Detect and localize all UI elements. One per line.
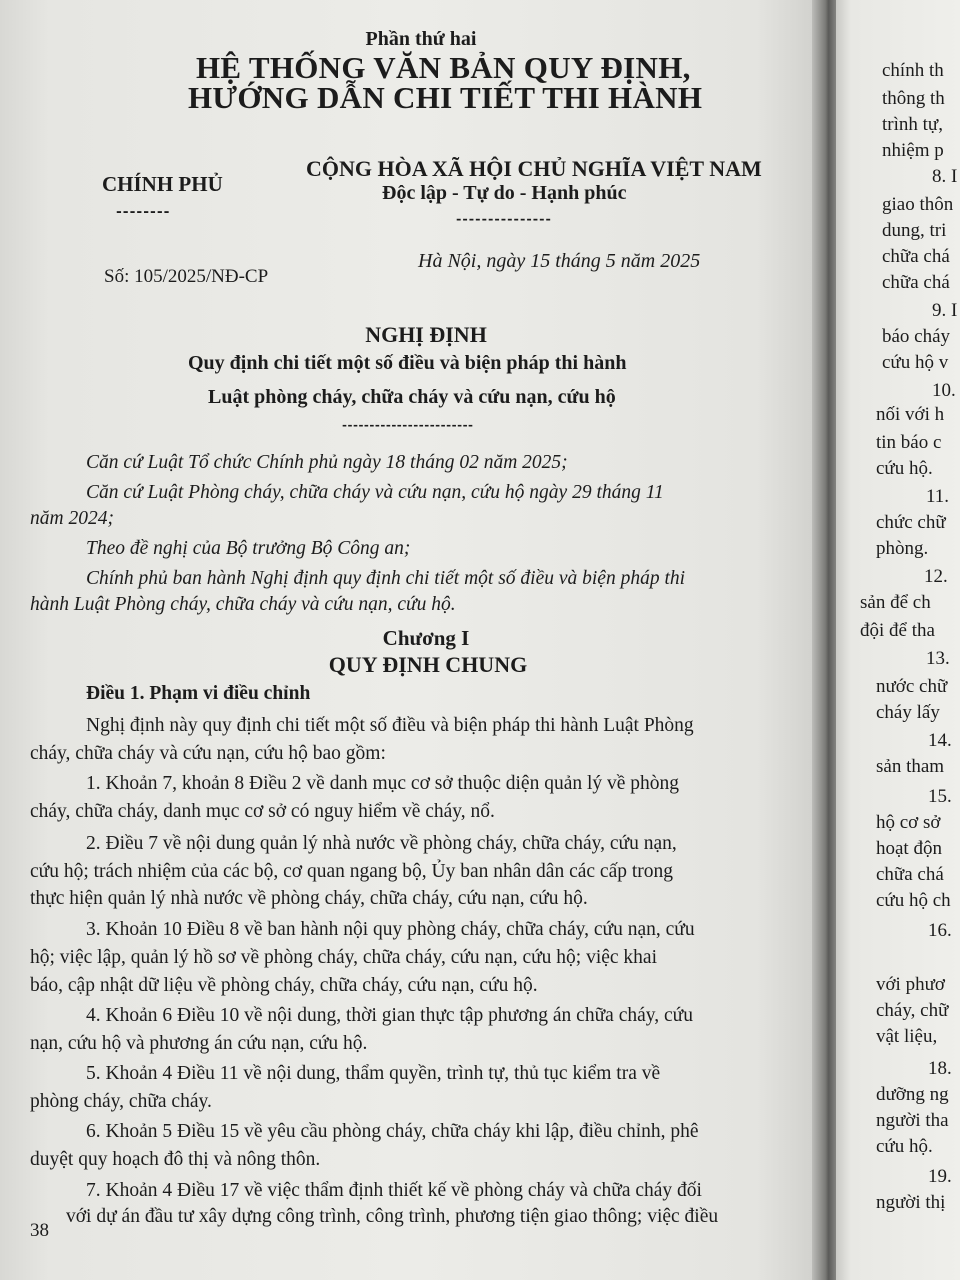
preamble-line: Căn cứ Luật Tổ chức Chính phủ ngày 18 tháng 02 năm 2025; xyxy=(86,452,568,473)
document-type: NGHỊ ĐỊNH xyxy=(365,322,487,347)
right-page-line: 14. xyxy=(928,730,952,751)
right-page-line: đội để tha xyxy=(860,620,935,641)
right-page-line: thông th xyxy=(882,88,945,109)
body-line: cháy, chữa cháy và cứu nạn, cứu hộ bao gồm: xyxy=(30,743,386,764)
right-page-line: 9. I xyxy=(932,300,958,321)
right-page-line: sản để ch xyxy=(860,592,931,613)
preamble-line: Căn cứ Luật Phòng cháy, chữa cháy và cứu nạn, cứu hộ ngày 29 tháng 11 xyxy=(86,482,664,503)
preamble-line: Chính phủ ban hành Nghị định quy định chi tiết một số điều và biện pháp thi xyxy=(86,568,686,589)
right-page-line: cứu hộ v xyxy=(882,352,949,373)
body-line: với dự án đầu tư xây dựng công trình, công trình, phương tiện giao thông; việc điều xyxy=(66,1206,719,1227)
body-line: 5. Khoản 4 Điều 11 về nội dung, thẩm quyền, trình tự, thủ tục kiểm tra về xyxy=(86,1063,661,1084)
body-line: hộ; việc lập, quản lý hồ sơ về phòng cháy, chữa cháy, cứu nạn, cứu hộ; việc khai xyxy=(30,947,658,968)
chapter-title: QUY ĐỊNH CHUNG xyxy=(328,652,528,677)
right-page-line: nhiệm p xyxy=(882,140,944,161)
article-heading: Điều 1. Phạm vi điều chỉnh xyxy=(86,683,311,704)
document-number: Số: 105/2025/NĐ-CP xyxy=(104,266,269,287)
agency-rule: -------- xyxy=(116,204,171,220)
right-page-line: dưỡng ng xyxy=(876,1084,949,1105)
right-page-line: 18. xyxy=(928,1058,952,1079)
right-page-line: 12. xyxy=(924,566,948,587)
right-page-line: chức chữ xyxy=(876,512,946,533)
body-line: Nghị định này quy định chi tiết một số điều và biện pháp thi hành Luật Phòng xyxy=(86,715,694,736)
right-page-line: cứu hộ. xyxy=(876,458,933,479)
right-page-line: 13. xyxy=(926,648,950,669)
body-line: 3. Khoản 10 Điều 8 về ban hành nội quy phòng cháy, chữa cháy, cứu nạn, cứu xyxy=(86,919,695,940)
body-line: 4. Khoản 6 Điều 10 về nội dung, thời gian thực tập phương án chữa cháy, cứu xyxy=(86,1005,693,1026)
right-page-line: sản tham xyxy=(876,756,945,777)
right-page-line: cứu hộ. xyxy=(876,1136,933,1157)
right-page-line: báo cháy xyxy=(882,326,951,347)
issuing-agency: CHÍNH PHỦ xyxy=(102,172,223,196)
body-line: cháy, chữa cháy, danh mục cơ sở có nguy hiểm về cháy, nổ. xyxy=(30,801,495,822)
right-page-line: tin báo c xyxy=(876,432,942,453)
body-line: nạn, cứu hộ và phương án cứu nạn, cứu hộ. xyxy=(30,1033,368,1054)
right-page-line: giao thôn xyxy=(882,194,954,215)
republic-heading: CỘNG HÒA XÃ HỘI CHỦ NGHĨA VIỆT NAM xyxy=(306,156,762,181)
body-line: 6. Khoản 5 Điều 15 về yêu cầu phòng cháy, chữa cháy khi lập, điều chỉnh, phê xyxy=(86,1121,699,1142)
right-page-line: chính th xyxy=(882,60,944,81)
body-line: 2. Điều 7 về nội dung quản lý nhà nước về phòng cháy, chữa cháy, cứu nạn, xyxy=(86,833,677,854)
right-page-line: người tha xyxy=(876,1110,949,1131)
part-heading: Phần thứ hai xyxy=(365,28,477,50)
right-page-line: 10. xyxy=(932,380,956,401)
right-page-line: 8. I xyxy=(932,166,958,187)
right-page-line: với phươ xyxy=(876,974,945,995)
body-line: phòng cháy, chữa cháy. xyxy=(30,1091,212,1112)
right-page-line: dung, tri xyxy=(882,220,947,241)
right-page-line: chữa chá xyxy=(882,272,950,293)
body-line: duyệt quy hoạch đô thị và nông thôn. xyxy=(30,1149,321,1170)
place-date: Hà Nội, ngày 15 tháng 5 năm 2025 xyxy=(418,250,701,272)
preamble-line: hành Luật Phòng cháy, chữa cháy và cứu nạn, cứu hộ. xyxy=(30,594,456,615)
body-line: thực hiện quản lý nhà nước về phòng cháy, chữa cháy, cứu nạn, cứu hộ. xyxy=(30,888,588,909)
chapter-label: Chương I xyxy=(382,626,470,650)
document-subtitle-line-2: Luật phòng cháy, chữa cháy và cứu nạn, cứu hộ xyxy=(208,386,616,408)
right-page-line: trình tự, xyxy=(882,114,943,135)
national-motto: Độc lập - Tự do - Hạnh phúc xyxy=(382,182,627,204)
system-heading-line-1: HỆ THỐNG VĂN BẢN QUY ĐỊNH, xyxy=(196,50,691,85)
body-line: 1. Khoản 7, khoản 8 Điều 2 về danh mục cơ sở thuộc diện quản lý về phòng xyxy=(86,773,680,794)
right-page-line: 19. xyxy=(928,1166,952,1187)
right-page-line: phòng. xyxy=(876,538,929,559)
right-page-line: 15. xyxy=(928,786,952,807)
document-subtitle-line-1: Quy định chi tiết một số điều và biện pháp thi hành xyxy=(188,352,627,374)
body-line: báo, cập nhật dữ liệu về phòng cháy, chữa cháy, cứu nạn, cứu hộ. xyxy=(30,975,538,996)
right-page-line: vật liệu, xyxy=(876,1026,938,1047)
right-page-line: cháy, chữ xyxy=(876,1000,949,1021)
body-line: cứu hộ; trách nhiệm của các bộ, cơ quan ngang bộ, Ủy ban nhân dân các cấp trong xyxy=(30,861,674,882)
preamble-line: Theo đề nghị của Bộ trưởng Bộ Công an; xyxy=(86,538,411,559)
right-page xyxy=(836,0,960,1280)
right-page-line: nối với h xyxy=(876,404,945,425)
right-page-line: 16. xyxy=(928,920,952,941)
system-heading-line-2: HƯỚNG DẪN CHI TIẾT THI HÀNH xyxy=(188,80,703,115)
right-page-line: nước chữ xyxy=(876,676,948,697)
right-page-line: người thị xyxy=(876,1192,946,1213)
body-line: 7. Khoản 4 Điều 17 về việc thẩm định thiết kế về phòng cháy và chữa cháy đối xyxy=(86,1180,702,1201)
page-number: 38 xyxy=(30,1220,49,1241)
title-rule: ------------------------ xyxy=(342,418,474,432)
right-page-line: hộ cơ sở xyxy=(876,812,941,833)
right-page-line: chữa chá xyxy=(876,864,944,885)
right-page-line: 11. xyxy=(926,486,950,507)
right-page-line: cháy lấy xyxy=(876,702,940,723)
right-page-line: cứu hộ ch xyxy=(876,890,951,911)
right-page-line: chữa chá xyxy=(882,246,950,267)
right-page-line: hoạt độn xyxy=(876,838,942,859)
preamble-line: năm 2024; xyxy=(30,508,114,529)
motto-rule: --------------- xyxy=(456,212,552,227)
